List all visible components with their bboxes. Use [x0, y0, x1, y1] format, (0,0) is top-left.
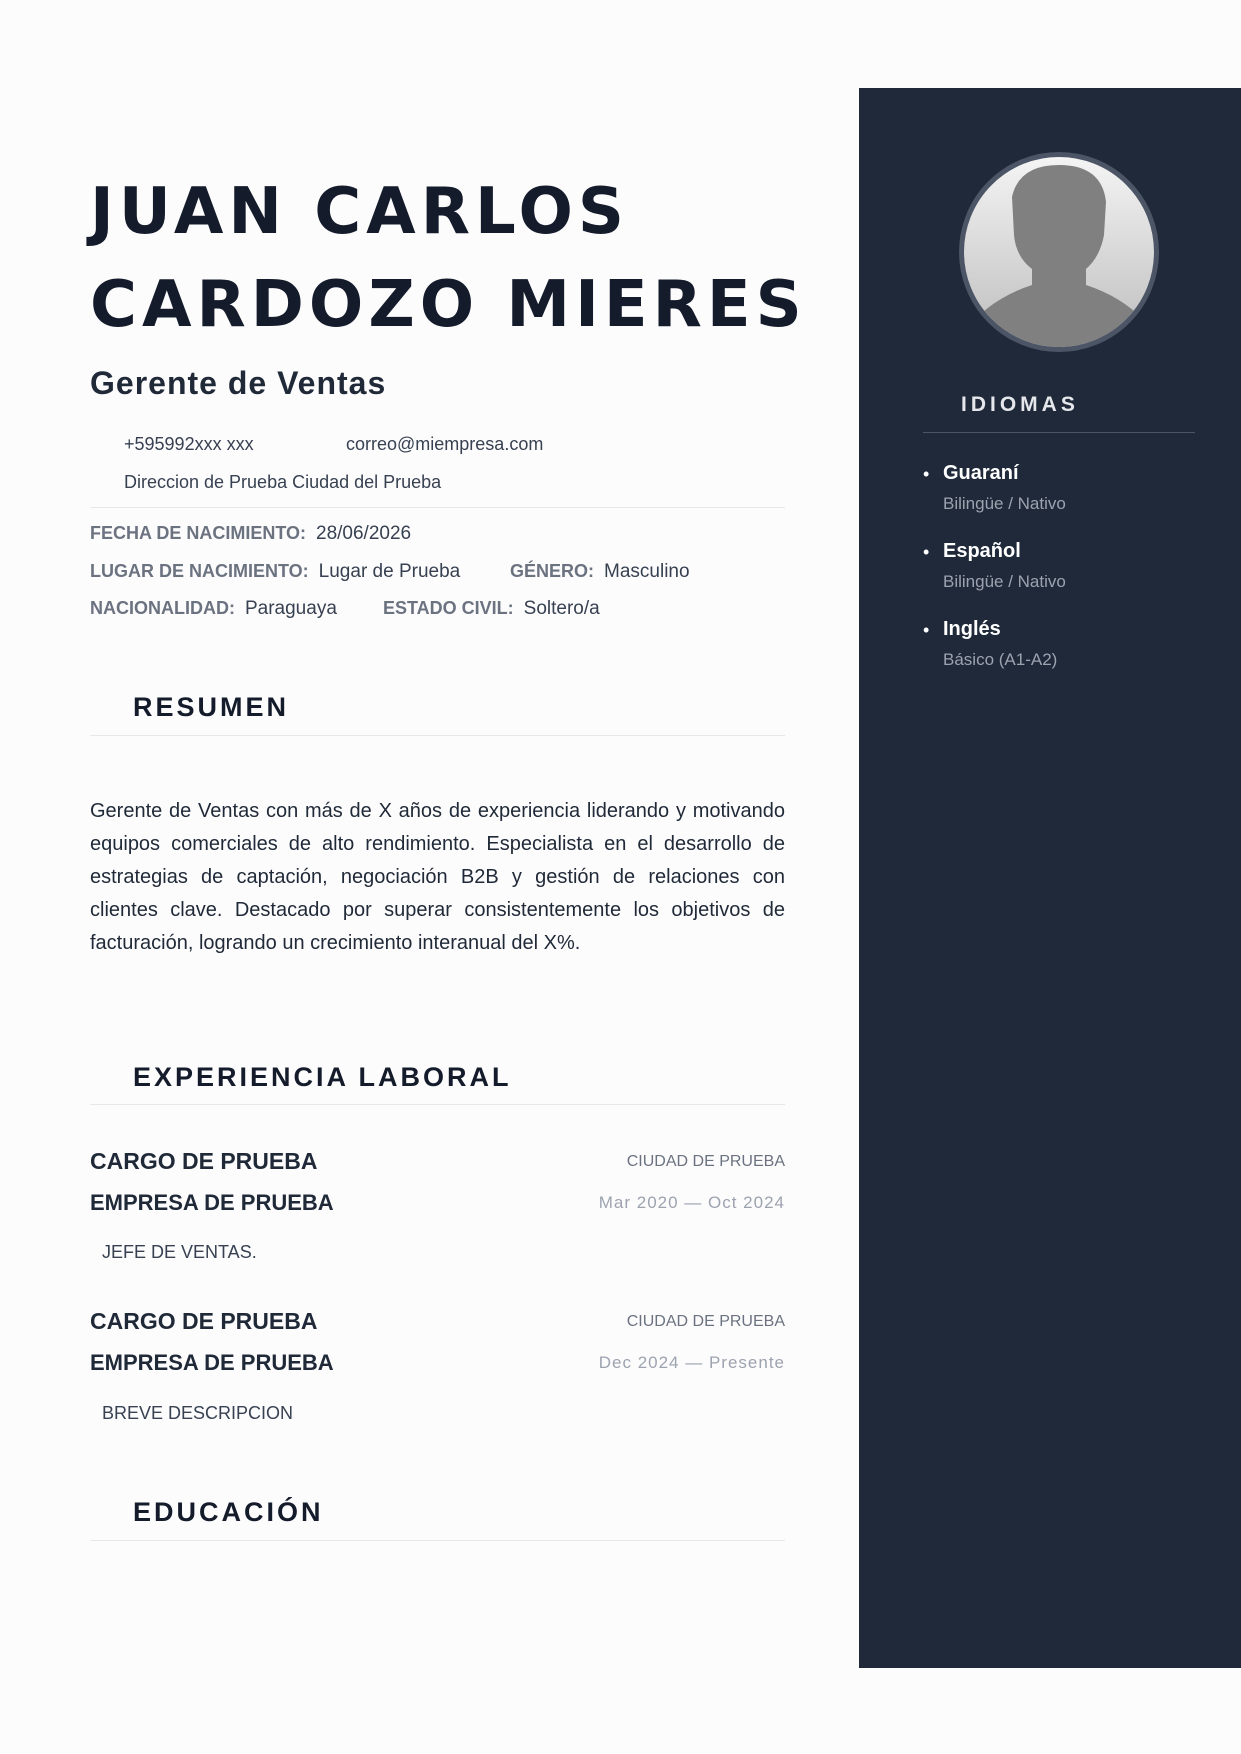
profile-photo	[959, 152, 1159, 352]
bullet-icon: •	[923, 542, 930, 562]
address-text: Direccion de Prueba Ciudad del Prueba	[124, 472, 442, 492]
job-position: CARGO DE PRUEBA	[90, 1148, 318, 1174]
person-silhouette-icon	[964, 157, 1154, 347]
name-second-line: CARDOZO MIERES	[90, 268, 807, 342]
language-level: Bilingüe / Nativo	[943, 572, 1066, 591]
civil-status-label: ESTADO CIVIL:	[383, 598, 514, 618]
bullet-icon: •	[923, 620, 930, 640]
summary-heading: RESUMEN	[133, 692, 290, 722]
job-dates: Mar 2020 — Oct 2024	[598, 1193, 785, 1212]
job-city: CIUDAD DE PRUEBA	[626, 1313, 785, 1330]
summary-divider	[90, 735, 785, 736]
language-level: Bilingüe / Nativo	[943, 494, 1066, 513]
email-text: correo@miempresa.com	[346, 434, 544, 454]
civil-status-value: Soltero/a	[523, 598, 600, 619]
job-dates: Dec 2024 — Presente	[598, 1353, 785, 1372]
birth-date-row	[90, 523, 411, 545]
job-company: EMPRESA DE PRUEBA	[90, 1350, 334, 1375]
contact-divider	[90, 507, 785, 508]
nationality-row	[90, 598, 337, 620]
language-name: Español	[943, 540, 1021, 562]
phone-text: +595992xxx xxx	[124, 434, 254, 454]
job-description: BREVE DESCRIPCION	[102, 1403, 294, 1423]
job-city: CIUDAD DE PRUEBA	[626, 1153, 785, 1170]
languages-heading: IDIOMAS	[961, 393, 1079, 416]
birth-place-row	[90, 561, 460, 583]
summary-text: Gerente de Ventas con más de X años de experiencia liderando y motivando equipos comerciales de alto rendimiento. Especialista en el desarrollo de estrategias de captación, negociación B2B y gestión de relaciones con clientes clave. Destacado por superar consistentemente los objetivos de facturación, logrando un crecimiento interanual del X%.	[90, 800, 785, 954]
name-first-line: JUAN CARLOS	[90, 175, 629, 249]
birth-place-value: Lugar de Prueba	[318, 561, 461, 582]
language-name: Guaraní	[943, 462, 1019, 484]
job-description: JEFE DE VENTAS.	[102, 1242, 257, 1262]
job-position: CARGO DE PRUEBA	[90, 1308, 318, 1334]
experience-heading: EXPERIENCIA LABORAL	[133, 1062, 512, 1092]
language-level: Básico (A1-A2)	[943, 650, 1058, 669]
gender-row	[510, 561, 690, 583]
nationality-value: Paraguaya	[244, 598, 337, 619]
bullet-icon: •	[923, 464, 930, 484]
education-heading: EDUCACIÓN	[133, 1497, 324, 1527]
job-company: EMPRESA DE PRUEBA	[90, 1190, 334, 1215]
birth-date-value: 28/06/2026	[316, 523, 412, 544]
education-divider	[90, 1540, 785, 1541]
birth-date-label: FECHA DE NACIMIENTO:	[90, 523, 306, 543]
civil-status-row	[383, 598, 600, 620]
language-name: Inglés	[943, 618, 1001, 640]
sidebar	[859, 88, 1241, 1668]
birth-place-label: LUGAR DE NACIMIENTO:	[90, 561, 309, 581]
job-title: Gerente de Ventas	[90, 365, 387, 401]
gender-label: GÉNERO:	[510, 561, 595, 581]
languages-divider	[923, 432, 1195, 433]
nationality-label: NACIONALIDAD:	[90, 598, 235, 618]
gender-value: Masculino	[604, 561, 690, 582]
experience-divider	[90, 1104, 785, 1105]
